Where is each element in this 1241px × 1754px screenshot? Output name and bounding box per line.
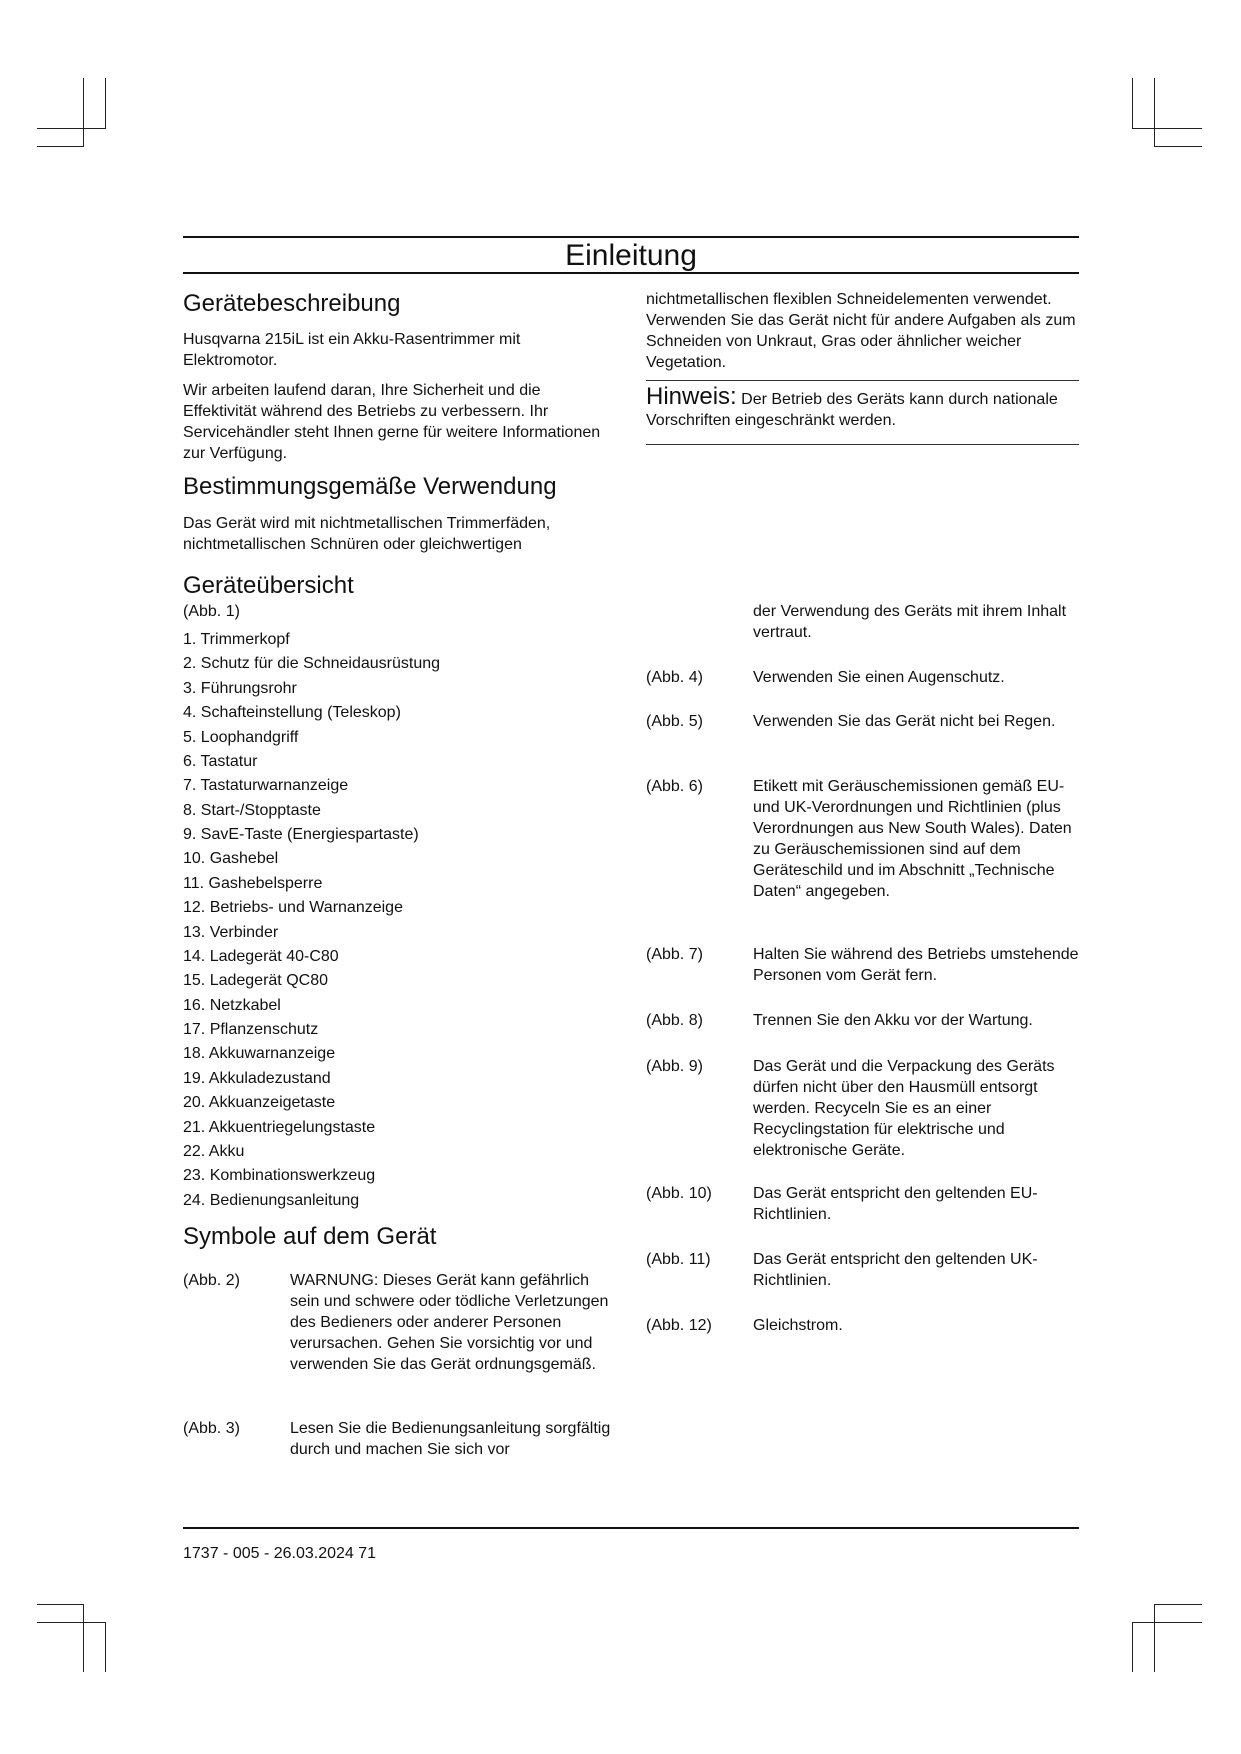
intended-use-paragraph-2: nichtmetallischen flexiblen Schneidelementen verwendet. Verwenden Sie das Gerät nicht für andere Aufgaben als zum Schneiden von Unkraut, Gras oder ähnlicher weicher Vegetation. xyxy=(646,291,1076,371)
list-item: 12. Betriebs- und Warnanzeige xyxy=(183,899,403,916)
list-item: 3. Führungsrohr xyxy=(183,680,297,697)
header-bottom-rule xyxy=(183,272,1079,274)
list-item: 14. Ladegerät 40-C80 xyxy=(183,948,339,965)
intended-use-heading: Bestimmungsgemäße Verwendung xyxy=(183,473,557,500)
list-item: 21. Akkuentriegelungstaste xyxy=(183,1119,376,1136)
symbol-description: Das Gerät und die Verpackung des Geräts dürfen nicht über den Hausmüll entsorgt werden. Recyceln Sie es an einer Recyclingstation für elektrische und elektronische Geräte. xyxy=(753,1058,1055,1159)
note-bottom-rule xyxy=(646,444,1079,445)
symbol-row xyxy=(646,1183,1079,1227)
intended-use-section xyxy=(183,472,613,555)
symbol-description: Gleichstrom. xyxy=(753,1317,843,1334)
symbol-description: Das Gerät entspricht den geltenden EU-Richtlinien. xyxy=(753,1185,1038,1223)
symbol-row xyxy=(646,1249,1079,1293)
list-item: 20. Akkuanzeigetaste xyxy=(183,1094,336,1111)
page-title: Einleitung xyxy=(565,239,697,272)
symbol-figure-ref: (Abb. 2) xyxy=(183,1272,240,1289)
list-item: 10. Gashebel xyxy=(183,850,279,867)
list-item: 4. Schafteinstellung (Teleskop) xyxy=(183,704,401,721)
symbols-heading: Symbole auf dem Gerät xyxy=(183,1223,437,1250)
symbol-figure-ref: (Abb. 3) xyxy=(183,1420,240,1437)
description-paragraph-1: Husqvarna 215iL ist ein Akku-Rasentrimmer mit Elektromotor. xyxy=(183,331,521,369)
list-item: 15. Ladegerät QC80 xyxy=(183,972,328,989)
symbol-figure-ref: (Abb. 12) xyxy=(646,1317,712,1334)
symbol-description: Verwenden Sie einen Augenschutz. xyxy=(753,669,1005,686)
symbol-figure-ref: (Abb. 7) xyxy=(646,946,703,963)
list-item: 24. Bedienungsanleitung xyxy=(183,1192,360,1209)
symbol-description: Etikett mit Geräuschemissionen gemäß EU- und UK-Verordnungen und Richtlinien (plus Verordnungen aus New South Wales). Daten zu Geräuschemissionen sind auf dem Geräteschild und im Abschnitt „Technische Daten“ angegeben. xyxy=(753,778,1072,900)
footer-rule xyxy=(183,1527,1079,1529)
list-item: 13. Verbinder xyxy=(183,924,279,941)
list-item: 22. Akku xyxy=(183,1143,245,1160)
note-top-rule xyxy=(646,380,1079,381)
symbol-description: Das Gerät entspricht den geltenden UK-Richtlinien. xyxy=(753,1251,1038,1289)
note-label: Hinweis: xyxy=(646,383,737,410)
symbol-row xyxy=(646,1315,1079,1337)
symbol-description: Halten Sie während des Betriebs umstehende Personen vom Gerät fern. xyxy=(753,946,1079,984)
overview-section xyxy=(183,571,613,622)
list-item: 11. Gashebelsperre xyxy=(183,875,323,892)
symbol-figure-ref: (Abb. 11) xyxy=(646,1251,711,1268)
symbol-row xyxy=(646,601,1079,645)
list-item: 19. Akkuladezustand xyxy=(183,1070,331,1087)
list-item: 2. Schutz für die Schneidausrüstung xyxy=(183,655,441,672)
symbol-figure-ref: (Abb. 10) xyxy=(646,1185,712,1202)
footer-doc-id: 1737 - 005 - 26.03.2024 71 xyxy=(183,1545,377,1562)
symbol-figure-ref: (Abb. 6) xyxy=(646,778,703,795)
description-section xyxy=(183,289,613,464)
symbol-figure-ref: (Abb. 4) xyxy=(646,669,703,686)
symbol-figure-ref: (Abb. 9) xyxy=(646,1058,703,1075)
list-item: 23. Kombinationswerkzeug xyxy=(183,1167,376,1184)
symbol-row xyxy=(646,667,1079,689)
symbol-figure-ref: (Abb. 5) xyxy=(646,713,703,730)
overview-figure-ref: (Abb. 1) xyxy=(183,603,240,620)
symbol-row xyxy=(646,1010,1079,1032)
symbol-row xyxy=(646,944,1079,988)
symbol-row xyxy=(646,776,1079,926)
symbols-section xyxy=(183,1222,613,1252)
list-item: 5. Loophandgriff xyxy=(183,729,299,746)
intended-use-continued xyxy=(646,289,1079,373)
overview-list xyxy=(183,629,613,1209)
list-item: 6. Tastatur xyxy=(183,753,258,770)
description-heading: Gerätebeschreibung xyxy=(183,290,401,317)
list-item: 18. Akkuwarnanzeige xyxy=(183,1045,336,1062)
symbols-left-list xyxy=(183,1270,613,1470)
description-paragraph-2: Wir arbeiten laufend daran, Ihre Sicherheit und die Effektivität während des Betriebs zu verbessern. Ihr Servicehändler steht Ihnen gerne für weitere Informationen zur Verfügung. xyxy=(183,382,601,462)
symbol-row xyxy=(183,1418,613,1462)
intended-use-paragraph-1: Das Gerät wird mit nichtmetallischen Trimmerfäden, nichtmetallischen Schnüren oder gleichwertigen xyxy=(183,515,551,553)
symbol-description: WARNUNG: Dieses Gerät kann gefährlich sein und schwere oder tödliche Verletzungen des Bedieners oder anderer Personen verursachen. Gehen Sie vorsichtig vor und verwenden Sie das Gerät ordnungsgemäß. xyxy=(290,1272,609,1373)
symbol-description: Trennen Sie den Akku vor der Wartung. xyxy=(753,1012,1033,1029)
symbol-description: der Verwendung des Geräts mit ihrem Inhalt vertraut. xyxy=(753,603,1067,641)
list-item: 17. Pflanzenschutz xyxy=(183,1021,319,1038)
list-item: 16. Netzkabel xyxy=(183,997,281,1014)
symbol-description: Lesen Sie die Bedienungsanleitung sorgfältig durch und machen Sie sich vor xyxy=(290,1420,611,1458)
symbol-figure-ref: (Abb. 8) xyxy=(646,1012,703,1029)
list-item: 9. SavE-Taste (Energiespartaste) xyxy=(183,826,419,843)
list-item: 8. Start-/Stopptaste xyxy=(183,802,321,819)
symbol-row xyxy=(183,1270,613,1400)
symbol-description: Verwenden Sie das Gerät nicht bei Regen. xyxy=(753,713,1056,730)
note-text: Der Betrieb des Geräts kann durch nationale Vorschriften eingeschränkt werden. xyxy=(646,391,1058,429)
list-item: 1. Trimmerkopf xyxy=(183,631,290,648)
symbol-row xyxy=(646,711,1079,755)
symbol-row xyxy=(646,1056,1079,1164)
overview-heading: Geräteübersicht xyxy=(183,572,354,599)
list-item: 7. Tastaturwarnanzeige xyxy=(183,777,349,794)
note-box xyxy=(646,383,1079,431)
